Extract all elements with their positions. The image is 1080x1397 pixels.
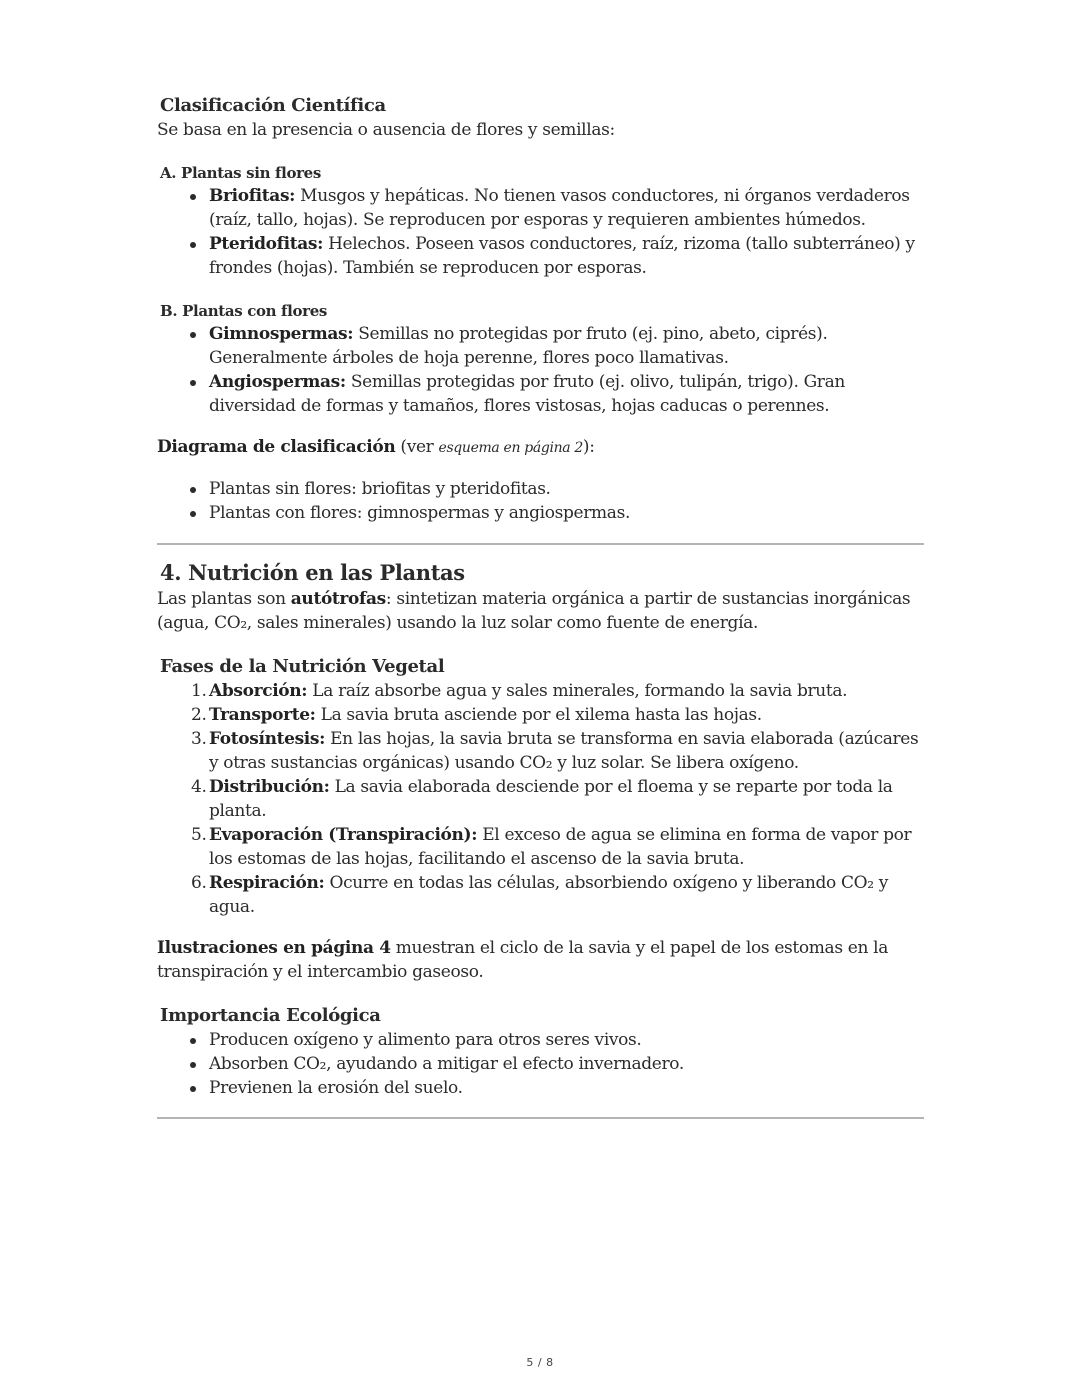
- list-item-gimnospermas: [209, 322, 923, 370]
- term-label: Gimnospermas:: [209, 324, 354, 344]
- diagram-ver-text: (ver: [395, 437, 439, 457]
- diagram-page-reference: esquema en página 2: [438, 440, 583, 456]
- section-heading-nutrition: 4. Nutrición en las Plantas: [160, 560, 465, 585]
- list-number: 1.: [191, 681, 207, 701]
- illustrations-text: muestran el ciclo de la savia y el papel de los estomas en la transpiración y el intercambio gaseoso.: [157, 938, 889, 982]
- term-label: Absorción:: [209, 681, 308, 701]
- subheading-phases: Fases de la Nutrición Vegetal: [160, 656, 445, 677]
- term-description: Semillas protegidas por fruto (ej. olivo, tulipán, trigo). Gran diversidad de formas y tamaños, flores vistosas, hojas caducas o perennes.: [209, 372, 845, 416]
- section-heading-classification: Clasificación Científica: [160, 95, 386, 116]
- phases-list: [157, 679, 923, 919]
- term-label: Pteridofitas:: [209, 234, 324, 254]
- illustrations-note: [157, 936, 923, 984]
- term-label: Angiospermas:: [209, 372, 346, 392]
- list-item: Previenen la erosión del suelo.: [209, 1076, 923, 1100]
- subheading-ecology: Importancia Ecológica: [160, 1005, 381, 1026]
- term-label: Fotosíntesis:: [209, 729, 326, 749]
- phase-item-respiracion: [191, 871, 923, 919]
- term-description: El exceso de agua se elimina en forma de vapor por los estomas de las hojas, facilitando el ascenso de la savia bruta.: [209, 825, 912, 869]
- term-description: En las hojas, la savia bruta se transforma en savia elaborada (azúcares y otras sustancias orgánicas) usando CO₂ y luz solar. Se libera oxígeno.: [209, 729, 919, 773]
- term-description: Ocurre en todas las células, absorbiendo oxígeno y liberando CO₂ y agua.: [209, 873, 888, 917]
- list-item: Absorben CO₂, ayudando a mitigar el efecto invernadero.: [209, 1052, 923, 1076]
- phase-item-distribucion: [191, 775, 923, 823]
- document-page: [157, 94, 923, 1119]
- term-description: La savia elaborada desciende por el floema y se reparte por toda la planta.: [209, 777, 893, 821]
- phase-item-evaporacion: [191, 823, 923, 871]
- group-a-list: [157, 184, 923, 280]
- list-number: 5.: [191, 825, 207, 845]
- group-b-list: [157, 322, 923, 418]
- term-label: Distribución:: [209, 777, 330, 797]
- subheading-group-a: A. Plantas sin flores: [160, 164, 321, 182]
- page-number: 5 / 8: [526, 1356, 554, 1369]
- ecology-list: [157, 1028, 923, 1100]
- list-item: Plantas sin flores: briofitas y pteridofitas.: [209, 477, 923, 501]
- classification-intro: Se basa en la presencia o ausencia de flores y semillas:: [157, 120, 615, 140]
- diagram-close-text: ):: [582, 437, 595, 457]
- diagram-label: Diagrama de clasificación: [157, 437, 396, 457]
- illustrations-reference: Ilustraciones en página 4: [157, 938, 391, 958]
- subheading-group-b: B. Plantas con flores: [160, 302, 328, 320]
- term-description: Helechos. Poseen vasos conductores, raíz, rizoma (tallo subterráneo) y frondes (hojas). También se reproducen por esporas.: [209, 234, 915, 278]
- term-label: Transporte:: [209, 705, 316, 725]
- diagram-summary-list: [157, 477, 923, 525]
- term-description: La raíz absorbe agua y sales minerales, formando la savia bruta.: [307, 681, 848, 701]
- term-description: Semillas no protegidas por fruto (ej. pino, abeto, ciprés). Generalmente árboles de hoja perenne, flores poco llamativas.: [209, 324, 828, 368]
- list-number: 3.: [191, 729, 207, 749]
- intro-text: : sintetizan materia orgánica a partir de sustancias inorgánicas (agua, CO₂, sales minerales) usando la luz solar como fuente de energía.: [157, 589, 911, 633]
- phase-item-fotosintesis: [191, 727, 923, 775]
- term-label: Briofitas:: [209, 186, 296, 206]
- list-item-pteridofitas: [209, 232, 923, 280]
- list-number: 4.: [191, 777, 207, 797]
- nutrition-intro: [157, 587, 923, 635]
- section-divider: [157, 1117, 924, 1119]
- diagram-reference: [157, 435, 923, 460]
- list-item-briofitas: [209, 184, 923, 232]
- list-number: 2.: [191, 705, 207, 725]
- list-item-angiospermas: [209, 370, 923, 418]
- term-label: Evaporación (Transpiración):: [209, 825, 478, 845]
- term-description: Musgos y hepáticas. No tienen vasos conductores, ni órganos verdaderos (raíz, tallo, hojas). Se reproducen por esporas y requieren ambientes húmedos.: [209, 186, 910, 230]
- term-label: Respiración:: [209, 873, 325, 893]
- list-item: Producen oxígeno y alimento para otros seres vivos.: [209, 1028, 923, 1052]
- phase-item-transporte: [191, 703, 923, 727]
- phase-item-absorcion: [191, 679, 923, 703]
- list-item: Plantas con flores: gimnospermas y angiospermas.: [209, 501, 923, 525]
- term-description: La savia bruta asciende por el xilema hasta las hojas.: [315, 705, 762, 725]
- intro-text: Las plantas son: [157, 589, 291, 609]
- intro-bold-term: autótrofas: [290, 589, 386, 609]
- list-number: 6.: [191, 873, 207, 893]
